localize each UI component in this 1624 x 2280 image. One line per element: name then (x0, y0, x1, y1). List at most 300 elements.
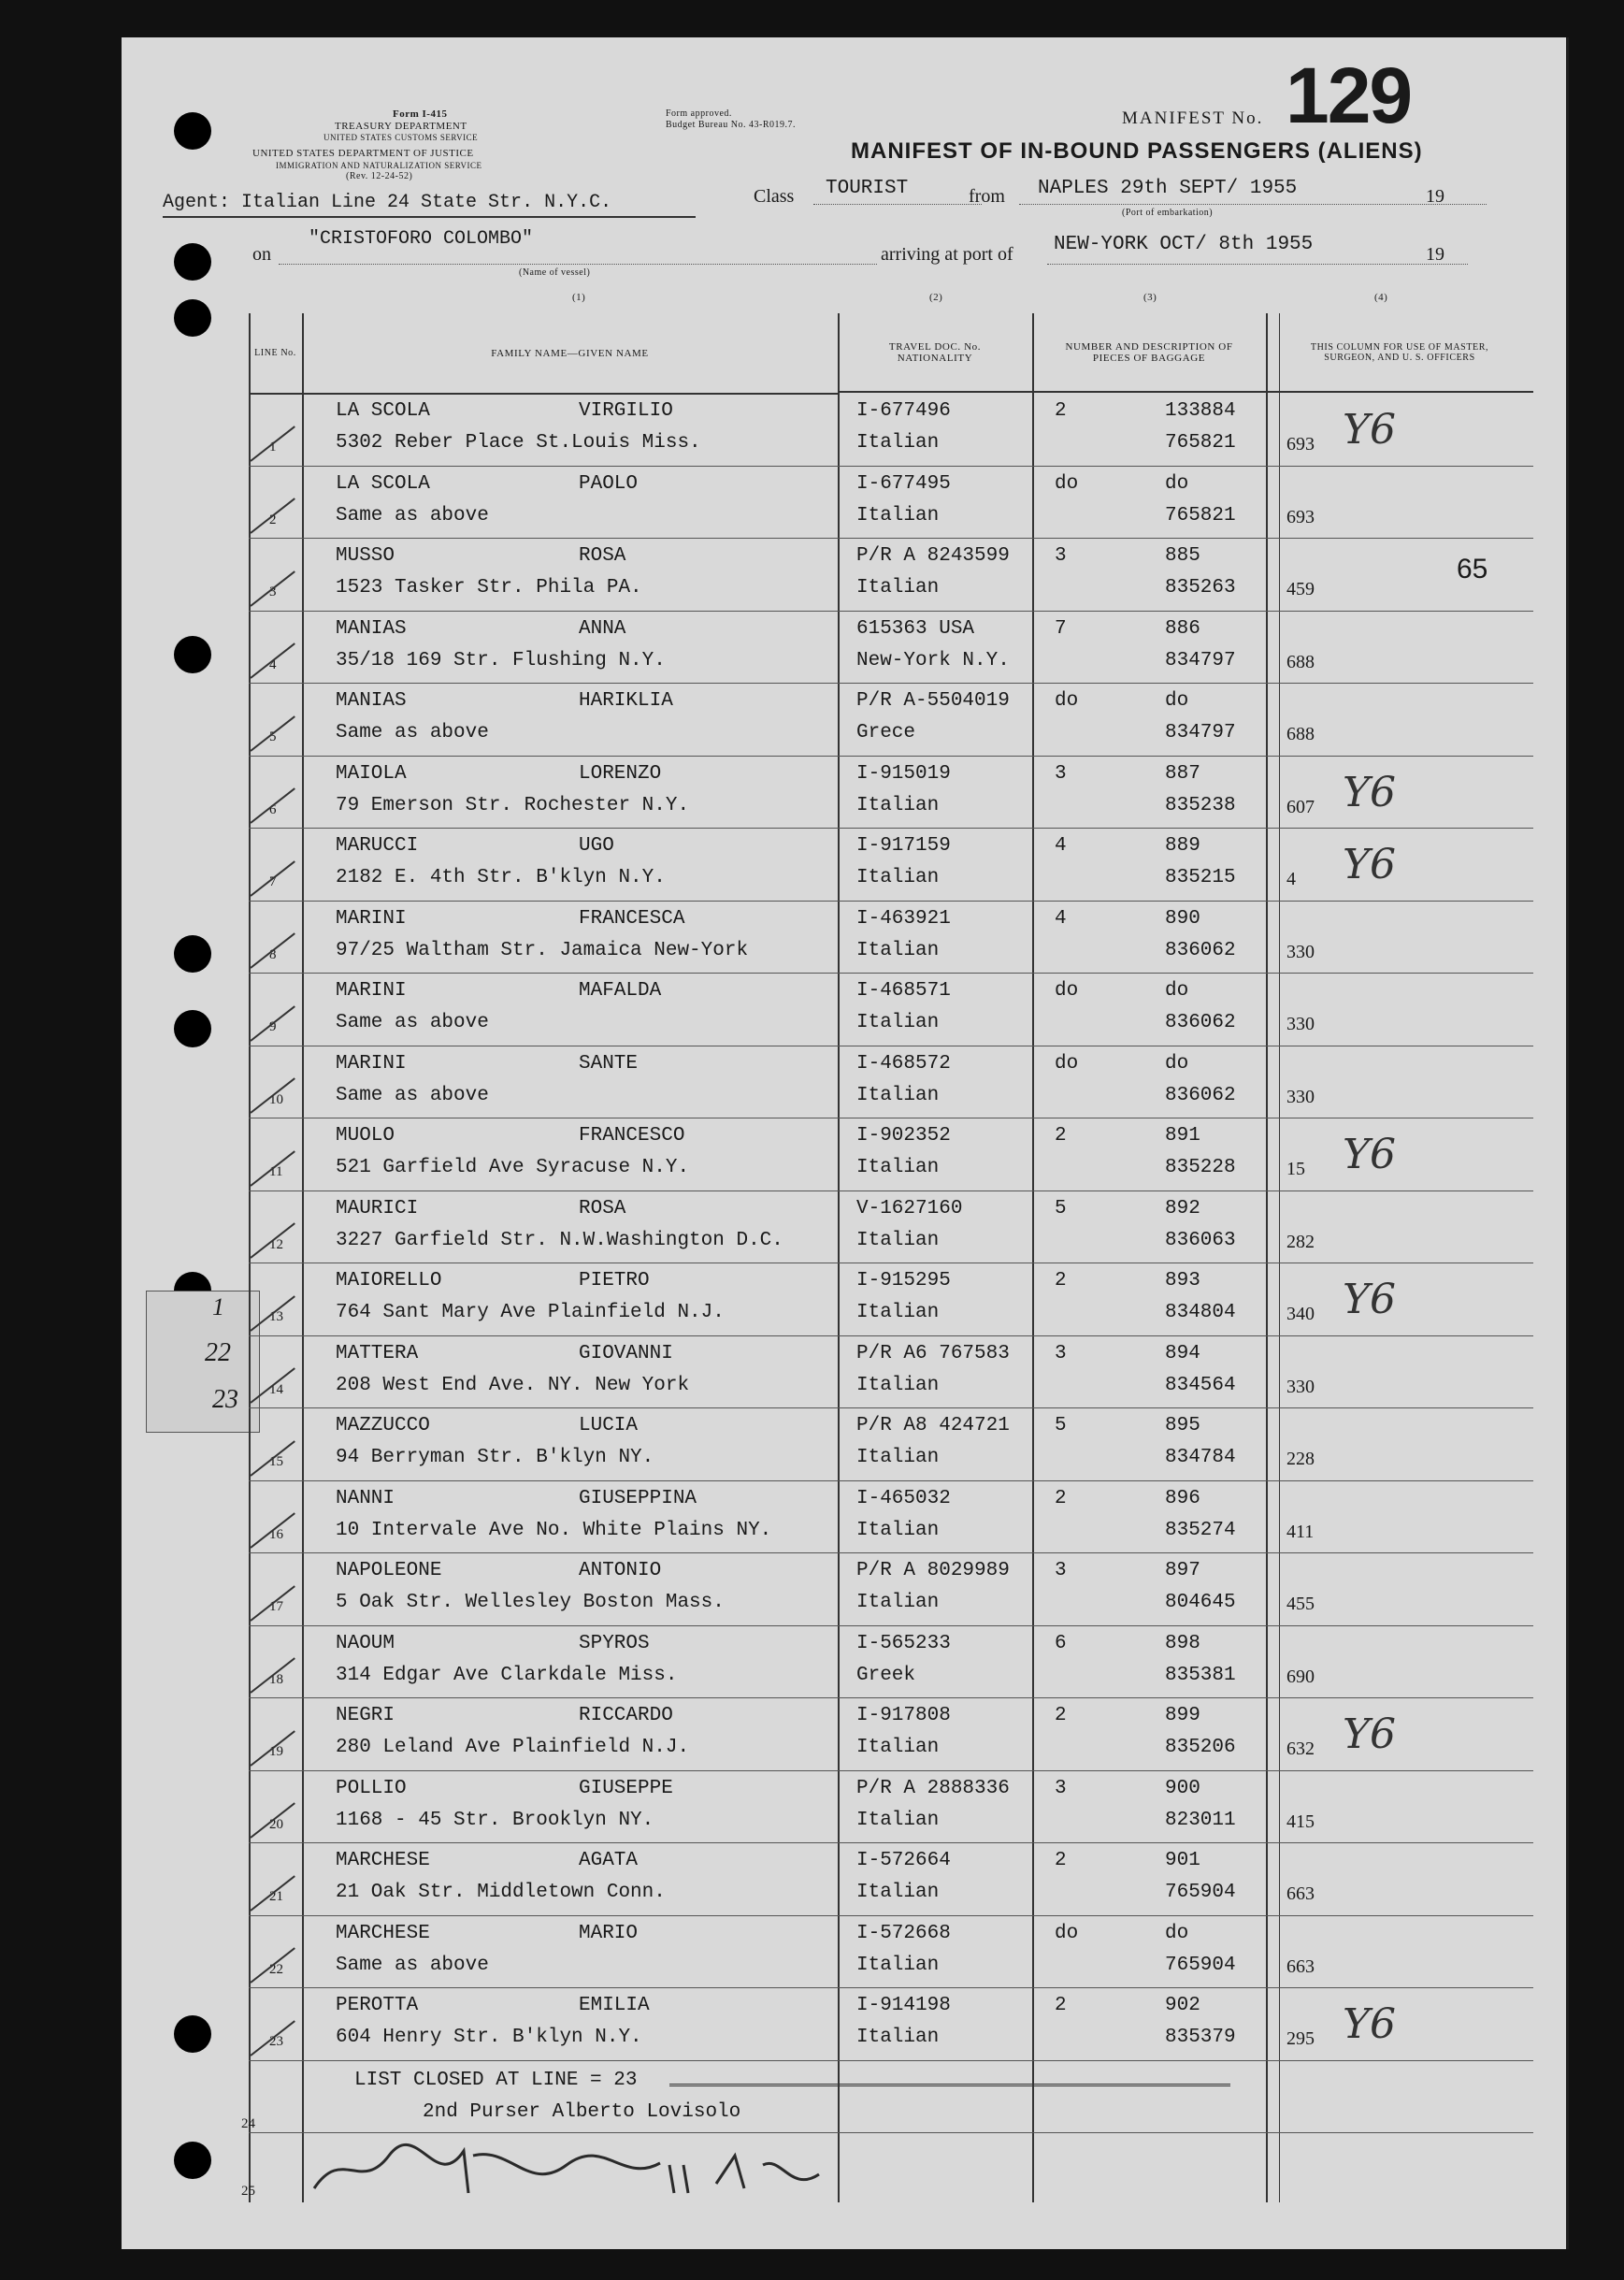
baggage-number: do (1165, 690, 1189, 712)
baggage-pieces: 3 (1055, 762, 1067, 785)
checkmark-icon (250, 932, 295, 969)
line-number: 20 (269, 1816, 283, 1832)
address: Same as above (336, 1954, 489, 1976)
family-name: MAZZUCCO (336, 1415, 430, 1436)
table-row (249, 1625, 1533, 1699)
from-underline (1019, 204, 1487, 205)
punch-hole (174, 243, 211, 281)
travel-doc: I-468571 (856, 980, 951, 1002)
travel-doc: P/R A6 767583 (856, 1342, 1010, 1364)
from-label: from (969, 186, 1005, 207)
travel-doc: I-677496 (856, 400, 951, 422)
travel-doc: P/R A 8243599 (856, 545, 1010, 567)
table-row (249, 1263, 1533, 1336)
baggage-tag: 834797 (1165, 722, 1236, 743)
line-number: 10 (269, 1091, 283, 1107)
travel-doc: P/R A-5504019 (856, 690, 1010, 712)
baggage-pieces: 3 (1055, 1342, 1067, 1364)
baggage-pieces: 2 (1055, 1705, 1067, 1726)
checkmark-icon (250, 1367, 295, 1404)
line-number: 4 (269, 657, 277, 672)
given-name: MAFALDA (579, 980, 662, 1002)
baggage-pieces: 7 (1055, 617, 1067, 640)
officer-code: 295 (1286, 2028, 1315, 2049)
table-row (249, 1770, 1533, 1844)
baggage-tag: 835228 (1165, 1157, 1236, 1178)
address: 94 Berryman Str. B'klyn NY. (336, 1447, 654, 1468)
from-value: NAPLES 29th SEPT/ 1955 (1038, 178, 1298, 199)
line-number: 21 (269, 1889, 283, 1904)
baggage-tag: 835381 (1165, 1664, 1236, 1686)
checkmark-icon (250, 498, 295, 534)
line-number: 15 (269, 1454, 283, 1469)
baggage-pieces: 6 (1055, 1632, 1067, 1654)
nationality: Italian (856, 1954, 940, 1976)
given-name: SPYROS (579, 1632, 650, 1654)
address: 1168 - 45 Str. Brooklyn NY. (336, 1809, 654, 1831)
family-name: MATTERA (336, 1342, 419, 1364)
officer-code: 15 (1286, 1159, 1305, 1179)
travel-doc: I-902352 (856, 1125, 951, 1147)
given-name: ANTONIO (579, 1560, 662, 1581)
side-note: 65 (1457, 554, 1488, 584)
officer-code: 688 (1286, 651, 1315, 672)
family-name: MUSSO (336, 545, 395, 567)
baggage-number: do (1165, 472, 1189, 495)
baggage-number: 887 (1165, 762, 1200, 785)
baggage-pieces: do (1055, 1052, 1079, 1075)
baggage-tag: 836062 (1165, 1012, 1236, 1033)
col-num-2: (2) (929, 292, 943, 303)
given-name: MARIO (579, 1922, 639, 1944)
col-num-3: (3) (1143, 292, 1157, 303)
baggage-tag: 834797 (1165, 649, 1236, 671)
arriving-underline (1047, 264, 1468, 265)
baggage-tag: 835274 (1165, 1519, 1236, 1541)
baggage-number: 893 (1165, 1270, 1200, 1292)
baggage-number: 886 (1165, 617, 1200, 640)
checkmark-icon (250, 860, 295, 897)
agent-underline (163, 216, 696, 218)
given-name: RICCARDO (579, 1705, 673, 1726)
checkmark-icon (250, 426, 295, 462)
address: 604 Henry Str. B'klyn N.Y. (336, 2027, 642, 2048)
baggage-number: do (1165, 1922, 1189, 1944)
officer-code: 4 (1286, 869, 1296, 889)
baggage-number: 891 (1165, 1125, 1200, 1147)
baggage-pieces: 3 (1055, 545, 1067, 567)
officer-code: 690 (1286, 1666, 1315, 1687)
nationality: Italian (856, 1447, 940, 1468)
baggage-number: 896 (1165, 1487, 1200, 1509)
travel-doc: I-915019 (856, 762, 951, 785)
line-number: 14 (269, 1381, 283, 1397)
family-name: MARINI (336, 907, 407, 930)
address: 35/18 169 Str. Flushing N.Y. (336, 649, 666, 671)
table-row (249, 1407, 1533, 1481)
baggage-number: do (1165, 980, 1189, 1002)
officer-code: 693 (1286, 434, 1315, 455)
header-line-no: LINE No. (249, 313, 302, 395)
line-number: 13 (269, 1309, 283, 1324)
table-row (249, 466, 1533, 540)
address: 10 Intervale Ave No. White Plains NY. (336, 1519, 772, 1541)
checkmark-icon (250, 1947, 295, 1984)
given-name: UGO (579, 835, 614, 857)
punch-hole (174, 636, 211, 673)
officer-mark: Y6 (1343, 1276, 1397, 1323)
given-name: FRANCESCA (579, 907, 685, 930)
nationality: Italian (856, 1012, 940, 1033)
baggage-pieces: 4 (1055, 835, 1067, 857)
family-name: MAIORELLO (336, 1270, 442, 1292)
family-name: MAURICI (336, 1197, 419, 1219)
table-row (249, 1552, 1533, 1626)
nationality: Italian (856, 1157, 940, 1178)
checkmark-icon (250, 2020, 295, 2056)
checkmark-icon (250, 787, 295, 824)
line-number: 22 (269, 1961, 283, 1977)
given-name: AGATA (579, 1850, 639, 1871)
travel-doc: I-572668 (856, 1922, 951, 1944)
baggage-tag: 836062 (1165, 1084, 1236, 1106)
nationality: Greek (856, 1664, 916, 1686)
baggage-tag: 804645 (1165, 1592, 1236, 1613)
purser-name: 2nd Purser Alberto Lovisolo (423, 2101, 741, 2123)
family-name: LA SCOLA (336, 472, 430, 495)
clerk-stamp (146, 1291, 260, 1433)
baggage-tag: 835379 (1165, 2027, 1236, 2048)
checkmark-icon (250, 1585, 295, 1622)
baggage-number: 901 (1165, 1850, 1200, 1871)
customs-label: UNITED STATES CUSTOMS SERVICE (323, 133, 479, 142)
line-number-24: 24 (241, 2116, 255, 2131)
checkmark-icon (250, 1730, 295, 1767)
baggage-pieces: do (1055, 472, 1079, 495)
baggage-pieces: 5 (1055, 1415, 1067, 1436)
officer-code: 607 (1286, 796, 1315, 817)
given-name: SANTE (579, 1052, 639, 1075)
travel-doc: P/R A 2888336 (856, 1777, 1010, 1799)
nationality: New-York N.Y. (856, 649, 1010, 671)
checkmark-icon (250, 1222, 295, 1259)
travel-doc: I-677495 (856, 472, 951, 495)
header-name: FAMILY NAME—GIVEN NAME (302, 313, 838, 395)
line-number: 16 (269, 1526, 283, 1542)
family-name: MARCHESE (336, 1850, 430, 1871)
nationality: Italian (856, 2027, 940, 2048)
officer-mark: Y6 (1343, 2000, 1397, 2048)
address: Same as above (336, 504, 489, 527)
nationality: Italian (856, 939, 940, 961)
table-row-24 (249, 2131, 1533, 2133)
baggage-pieces: 2 (1055, 1487, 1067, 1509)
nationality: Italian (856, 794, 940, 816)
header-travel-doc: TRAVEL DOC. No. NATIONALITY (838, 313, 1032, 393)
table-row (249, 1335, 1533, 1409)
manifest-label: MANIFEST No. (1122, 108, 1264, 128)
line-number: 12 (269, 1236, 283, 1252)
officer-code: 663 (1286, 1955, 1315, 1977)
baggage-tag: 834564 (1165, 1374, 1236, 1396)
nationality: Italian (856, 1374, 940, 1396)
travel-doc: I-572664 (856, 1850, 951, 1871)
checkmark-icon (250, 1657, 295, 1694)
vessel-underline (279, 264, 877, 265)
address: 208 West End Ave. NY. New York (336, 1374, 690, 1396)
address: 1523 Tasker Str. Phila PA. (336, 577, 642, 599)
baggage-pieces: 2 (1055, 400, 1067, 422)
class-underline (813, 204, 982, 205)
given-name: ROSA (579, 545, 626, 567)
baggage-number: 902 (1165, 1995, 1200, 2016)
officer-mark: Y6 (1343, 1131, 1397, 1178)
address: 21 Oak Str. Middletown Conn. (336, 1882, 666, 1903)
passenger-table (241, 313, 1533, 2202)
officer-code: 330 (1286, 1014, 1315, 1034)
vessel-caption: (Name of vessel) (519, 267, 591, 278)
baggage-tag: 834804 (1165, 1302, 1236, 1323)
baggage-tag: 835206 (1165, 1737, 1236, 1758)
punch-hole (174, 2015, 211, 2053)
officer-code: 330 (1286, 1376, 1315, 1397)
manifest-title: MANIFEST OF IN-BOUND PASSENGERS (ALIENS) (851, 138, 1423, 164)
line-number: 17 (269, 1599, 283, 1614)
given-name: ROSA (579, 1197, 626, 1219)
nationality: Italian (856, 867, 940, 888)
punch-hole (174, 1010, 211, 1047)
checkmark-icon (250, 1150, 295, 1187)
header-officers: THIS COLUMN FOR USE OF MASTER, SURGEON, AND U. S. OFFICERS (1266, 313, 1533, 393)
travel-doc: 615363 USA (856, 617, 975, 640)
baggage-pieces: 3 (1055, 1560, 1067, 1581)
baggage-tag: 823011 (1165, 1809, 1236, 1831)
family-name: MARINI (336, 980, 407, 1002)
line-number: 9 (269, 1019, 277, 1034)
class-value: TOURIST (826, 178, 909, 199)
travel-doc: I-565233 (856, 1632, 951, 1654)
checkmark-icon (250, 570, 295, 607)
table-row (249, 1191, 1533, 1264)
family-name: LA SCOLA (336, 400, 430, 422)
given-name: LORENZO (579, 762, 662, 785)
given-name: GIUSEPPINA (579, 1487, 697, 1509)
address: 5 Oak Str. Wellesley Boston Mass. (336, 1592, 725, 1613)
baggage-tag: 765904 (1165, 1882, 1236, 1903)
given-name: EMILIA (579, 1995, 650, 2016)
justice-label: UNITED STATES DEPARTMENT OF JUSTICE (252, 148, 474, 159)
address: Same as above (336, 1084, 489, 1106)
officer-mark: Y6 (1343, 841, 1397, 888)
officer-mark: Y6 (1343, 406, 1397, 454)
line-number: 2 (269, 512, 277, 527)
stamp-value-2: 22 (205, 1338, 231, 1367)
given-name: LUCIA (579, 1415, 639, 1436)
port-embark-caption: (Port of embarkation) (1122, 208, 1214, 218)
col-num-1: (1) (572, 292, 586, 303)
given-name: PAOLO (579, 472, 639, 495)
baggage-pieces: do (1055, 980, 1079, 1002)
travel-doc: I-465032 (856, 1487, 951, 1509)
table-row (249, 538, 1533, 612)
year-suffix-2: 19 (1426, 244, 1444, 265)
list-closed-line: LIST CLOSED AT LINE = 23 (354, 2070, 638, 2091)
baggage-pieces: 2 (1055, 1125, 1067, 1147)
officer-code: 340 (1286, 1304, 1315, 1324)
col-num-4: (4) (1374, 292, 1388, 303)
family-name: MARINI (336, 1052, 407, 1075)
baggage-tag: 765821 (1165, 504, 1236, 527)
family-name: MARCHESE (336, 1922, 430, 1944)
immigration-label: IMMIGRATION AND NATURALIZATION SERVICE (276, 161, 482, 170)
baggage-number: 897 (1165, 1560, 1200, 1581)
travel-doc: V-1627160 (856, 1197, 963, 1219)
family-name: PEROTTA (336, 1995, 419, 2016)
officer-code: 693 (1286, 506, 1315, 527)
form-approved: Form approved. (666, 108, 732, 119)
table-row (249, 1915, 1533, 1989)
baggage-pieces: 5 (1055, 1197, 1067, 1219)
officer-mark: Y6 (1343, 768, 1397, 816)
baggage-pieces: 2 (1055, 1270, 1067, 1292)
punch-hole (174, 2142, 211, 2179)
family-name: MANIAS (336, 690, 407, 712)
officer-code: 663 (1286, 1883, 1315, 1904)
nationality: Italian (856, 1084, 940, 1106)
line-number: 6 (269, 801, 277, 817)
given-name: FRANCESCO (579, 1125, 685, 1147)
baggage-tag: 834784 (1165, 1447, 1236, 1468)
class-label: Class (754, 186, 795, 207)
baggage-number: 900 (1165, 1777, 1200, 1799)
officer-code: 330 (1286, 1086, 1315, 1107)
table-row (249, 1046, 1533, 1119)
line-number-25: 25 (241, 2184, 255, 2199)
stamp-value-1: 1 (212, 1293, 224, 1320)
nationality: Italian (856, 1519, 940, 1541)
address: 3227 Garfield Str. N.W.Washington D.C. (336, 1229, 783, 1251)
baggage-number: 890 (1165, 907, 1200, 930)
travel-doc: P/R A 8029989 (856, 1560, 1010, 1581)
baggage-pieces: do (1055, 690, 1079, 712)
baggage-number: 898 (1165, 1632, 1200, 1654)
family-name: MARUCCI (336, 835, 419, 857)
list-closed-dashes (669, 2084, 1230, 2086)
officer-code: 455 (1286, 1594, 1315, 1614)
punch-hole (174, 935, 211, 973)
table-row (249, 828, 1533, 902)
address: 79 Emerson Str. Rochester N.Y. (336, 794, 690, 816)
table-row (249, 1118, 1533, 1191)
given-name: ANNA (579, 617, 626, 640)
line-number: 7 (269, 874, 277, 889)
address: Same as above (336, 722, 489, 743)
baggage-tag: 765904 (1165, 1954, 1236, 1976)
family-name: NANNI (336, 1487, 395, 1509)
on-label: on (252, 244, 271, 265)
checkmark-icon (250, 1875, 295, 1912)
officer-code: 411 (1286, 1521, 1315, 1542)
family-name: MANIAS (336, 617, 407, 640)
family-name: POLLIO (336, 1777, 407, 1799)
family-name: MAIOLA (336, 762, 407, 785)
header-baggage: NUMBER AND DESCRIPTION OF PIECES OF BAGGAGE (1032, 313, 1266, 393)
baggage-number: 894 (1165, 1342, 1200, 1364)
address: 2182 E. 4th Str. B'klyn N.Y. (336, 867, 666, 888)
checkmark-icon (250, 1512, 295, 1549)
baggage-number: 892 (1165, 1197, 1200, 1219)
checkmark-icon (250, 1005, 295, 1042)
line-number: 8 (269, 946, 277, 962)
nationality: Grece (856, 722, 916, 743)
baggage-tag: 836063 (1165, 1229, 1236, 1251)
baggage-pieces: do (1055, 1922, 1079, 1944)
year-suffix: 19 (1426, 186, 1444, 207)
baggage-number: 899 (1165, 1705, 1200, 1726)
address: 521 Garfield Ave Syracuse N.Y. (336, 1157, 690, 1178)
table-row (249, 901, 1533, 974)
line-number: 23 (269, 2034, 283, 2049)
travel-doc: I-468572 (856, 1052, 951, 1075)
officer-code: 330 (1286, 941, 1315, 962)
line-number: 19 (269, 1744, 283, 1759)
nationality: Italian (856, 1302, 940, 1323)
nationality: Italian (856, 1882, 940, 1903)
baggage-number: 885 (1165, 545, 1200, 567)
punch-hole (174, 112, 211, 150)
vessel-name: "CRISTOFORO COLOMBO" (309, 228, 534, 250)
nationality: Italian (856, 1229, 940, 1251)
table-row (249, 756, 1533, 830)
travel-doc: I-915295 (856, 1270, 951, 1292)
travel-doc: I-917159 (856, 835, 951, 857)
given-name: HARIKLIA (579, 690, 673, 712)
travel-doc: I-917808 (856, 1705, 951, 1726)
line-number: 18 (269, 1671, 283, 1687)
checkmark-icon (250, 1077, 295, 1114)
family-name: MUOLO (336, 1125, 395, 1147)
baggage-number: 133884 (1165, 400, 1236, 422)
line-number: 3 (269, 584, 277, 599)
line-number: 1 (269, 440, 277, 455)
checkmark-icon (250, 1295, 295, 1332)
checkmark-icon (250, 1440, 295, 1477)
baggage-pieces: 2 (1055, 1850, 1067, 1871)
family-name: NEGRI (336, 1705, 395, 1726)
baggage-tag: 836062 (1165, 939, 1236, 961)
budget-bureau: Budget Bureau No. 43-R019.7. (666, 120, 796, 130)
table-row (249, 973, 1533, 1046)
treasury-label: TREASURY DEPARTMENT (335, 121, 467, 132)
baggage-number: 889 (1165, 835, 1200, 857)
officer-code: 632 (1286, 1739, 1315, 1759)
nationality: Italian (856, 577, 940, 599)
line-number: 5 (269, 729, 277, 744)
arriving-value: NEW-YORK OCT/ 8th 1955 (1054, 234, 1314, 255)
form-number: Form I-415 (393, 108, 448, 120)
family-name: NAOUM (336, 1632, 395, 1654)
line-number: 11 (269, 1164, 283, 1179)
officer-code: 688 (1286, 724, 1315, 744)
family-name: NAPOLEONE (336, 1560, 442, 1581)
officer-signature (305, 2137, 828, 2213)
punch-hole (174, 299, 211, 337)
travel-doc: I-463921 (856, 907, 951, 930)
table-row (249, 1842, 1533, 1916)
address: 280 Leland Ave Plainfield N.J. (336, 1737, 690, 1758)
agent-line: Agent: Italian Line 24 State Str. N.Y.C. (163, 192, 612, 213)
baggage-tag: 835263 (1165, 577, 1236, 599)
